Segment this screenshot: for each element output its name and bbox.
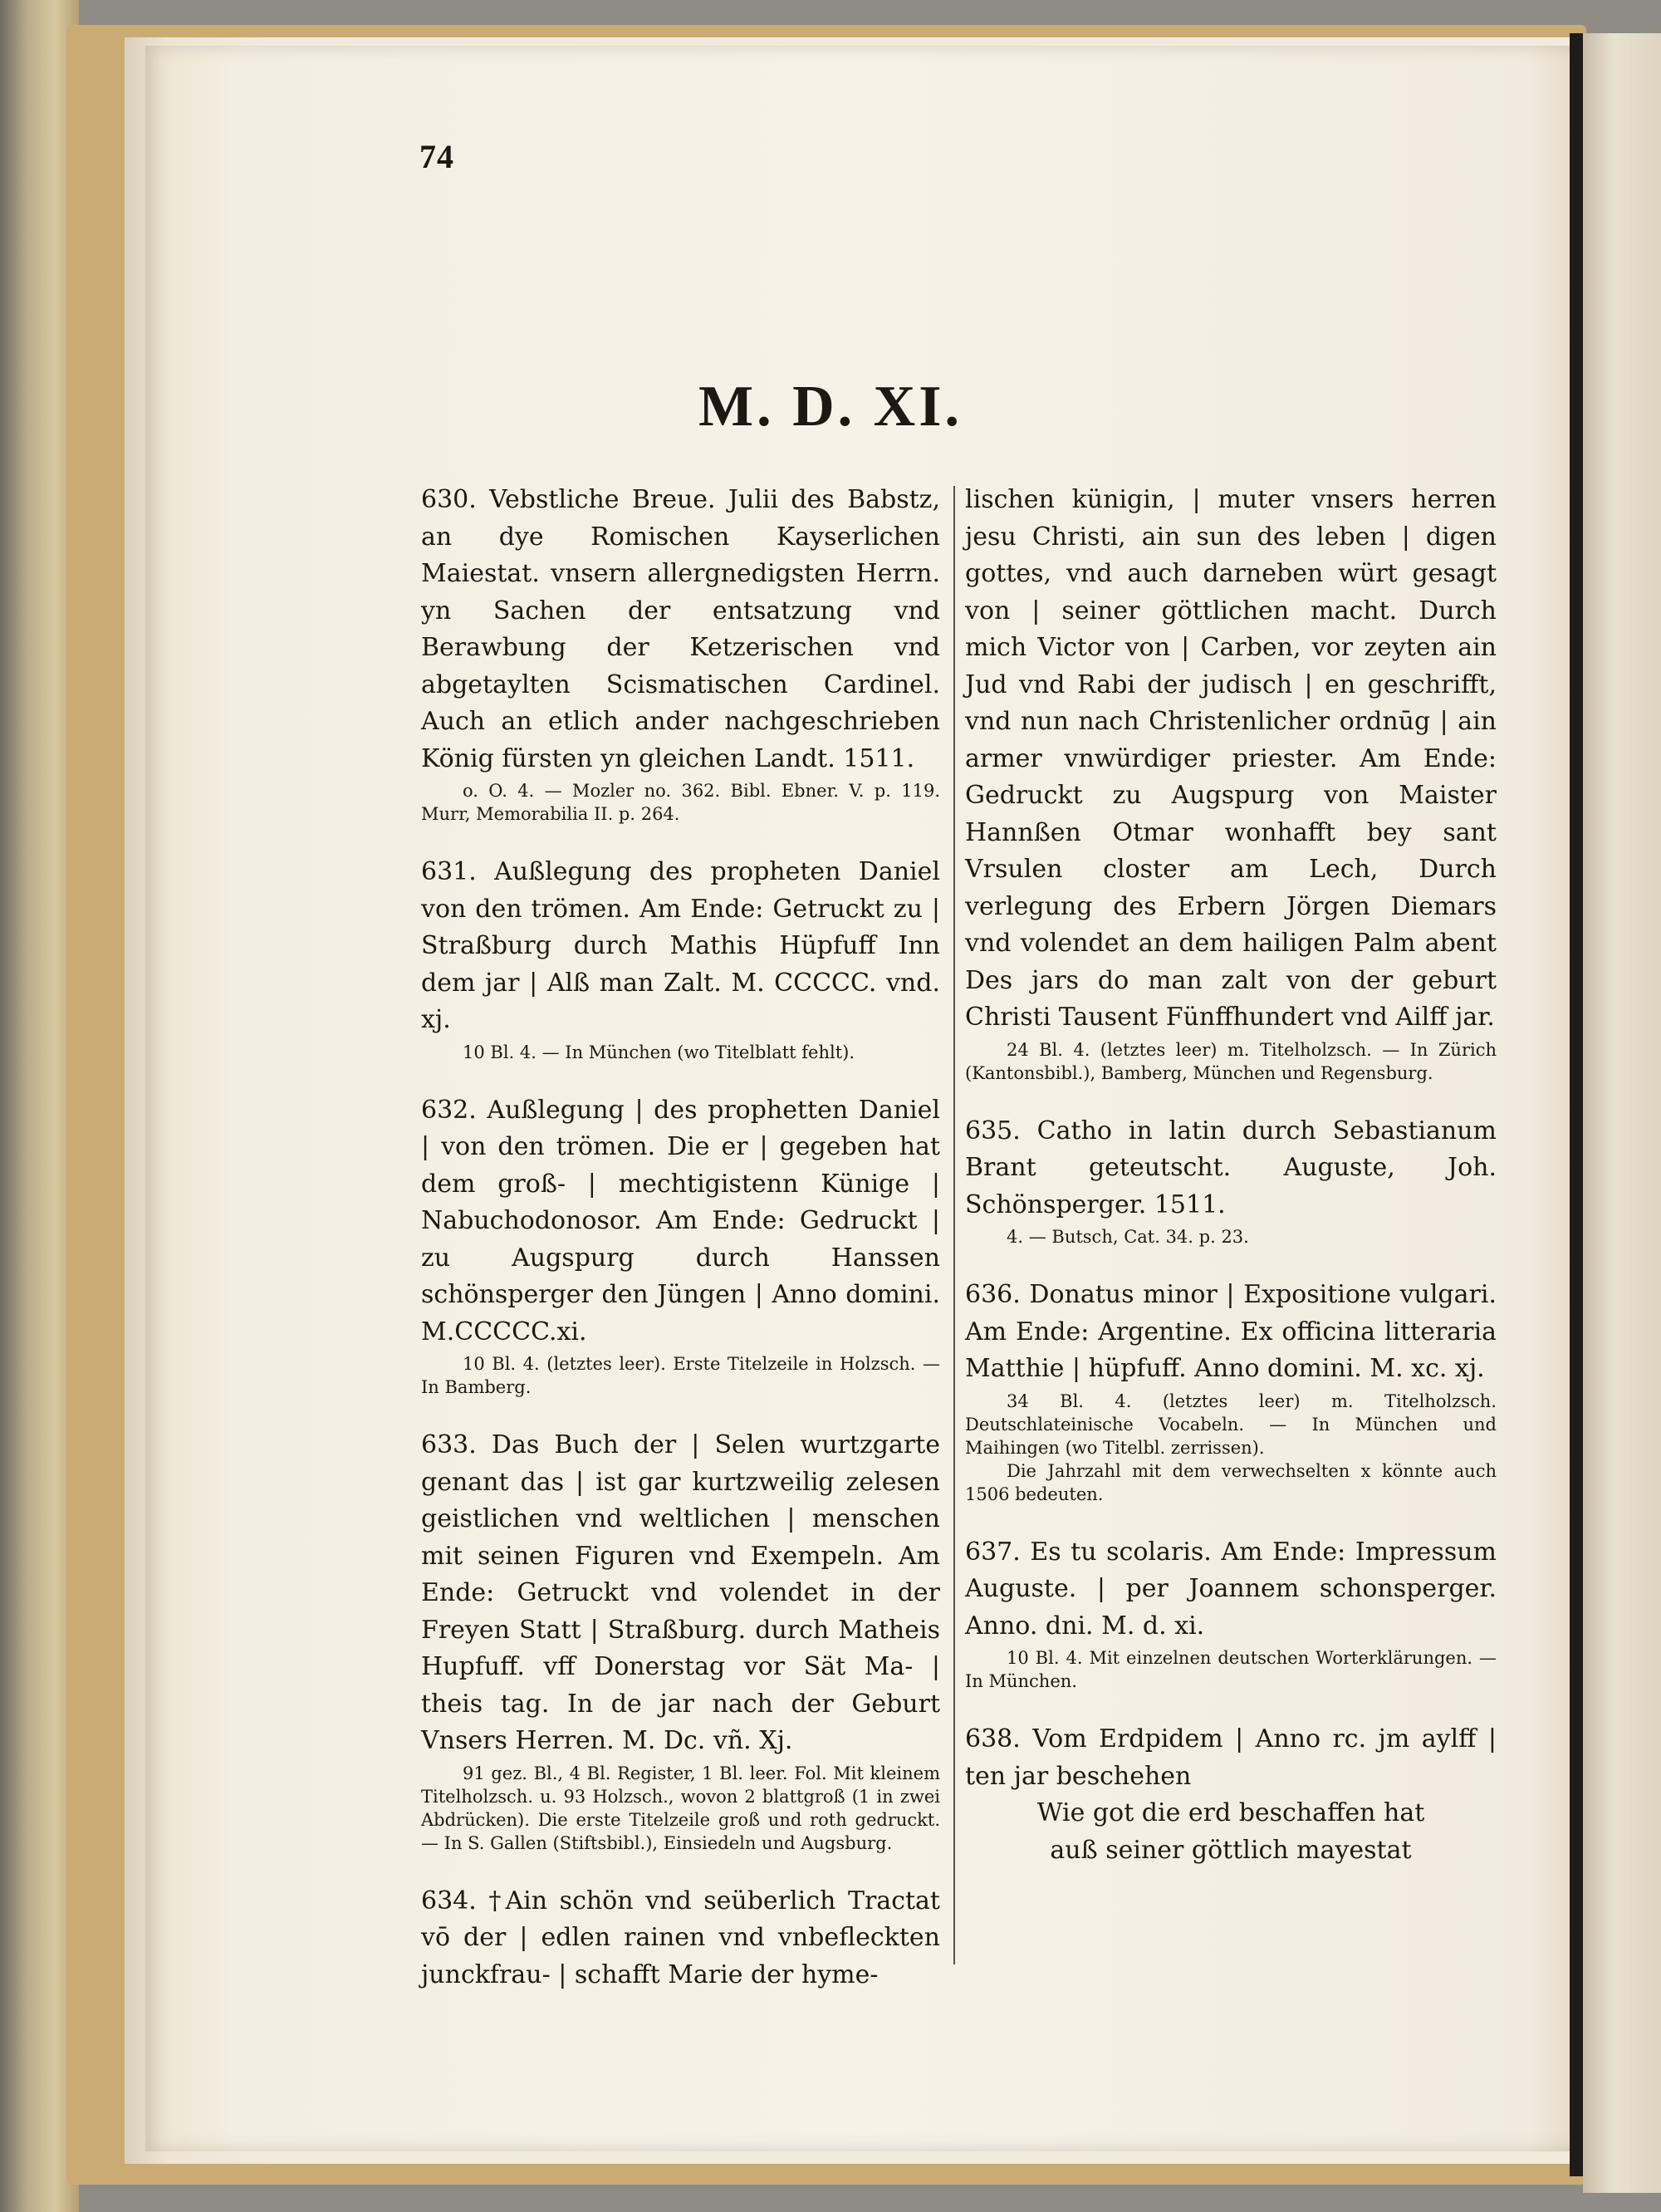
entry-note: 10 Bl. 4. — In München (wo Titelblatt fehlt). xyxy=(463,1042,855,1062)
entry-note: 91 gez. Bl., 4 Bl. Register, 1 Bl. leer. Fol. Mit kleinem Titelholzsch. u. 93 Holzsch., wovon 2 blattgroß (1 in zwei Abdrücken). Die erste Titelzeile groß und roth gedruckt. — In S. Gallen (Stiftsbibl.), Einsiedeln und Augsburg. xyxy=(421,1763,940,1853)
entry-note: 4. — Butsch, Cat. 34. p. 23. xyxy=(1007,1227,1249,1247)
entry-note: o. O. 4. — Mozler no. 362. Bibl. Ebner. V. p. 119. Murr, Memorabilia II. p. 264. xyxy=(421,781,940,824)
entry-636 xyxy=(965,1277,1497,1506)
entry-note: 10 Bl. 4. Mit einzelnen deutschen Worterklärungen. — In München. xyxy=(965,1648,1497,1691)
left-column xyxy=(421,482,940,2022)
entry-632 xyxy=(421,1092,940,1400)
entry-638 xyxy=(965,1721,1497,1869)
entry-note: 34 Bl. 4. (letztes leer) m. Titelholzsch. Deutschlateinische Vocabeln. — In München und Maihingen (wo Titelbl. zerrissen). xyxy=(965,1390,1497,1458)
entry-note: 10 Bl. 4. (letztes leer). Erste Titelzeile in Holzsch. — In Bamberg. xyxy=(421,1354,940,1397)
entry-text: lischen künigin, | muter vnsers herren jesu Christi, ain sun des leben | digen gottes, vnd auch darneben würt gesagt von | seiner göttlichen macht. Durch mich Victor von | Carben, vor zeyten ain Jud vnd Rabi der judisch | en geschrifft, vnd nun nach Christenlicher ordnūg | ain armer vnwürdiger priester. Am Ende: Gedruckt zu Augspurg von Maister Hannßen Otmar wonhafft bey sant Vrsulen closter am Lech, Durch verlegung des Erbern Jörgen Diemars vnd volendet an dem hailigen Palm abent Des jars do man zalt von der geburt Christi Tausent Fünffhundert vnd Ailff jar. xyxy=(965,485,1497,1032)
entry-635 xyxy=(965,1113,1497,1249)
column-divider xyxy=(953,486,955,1964)
entry-text: 636. Donatus minor | Expositione vulgari. Am Ende: Argentine. Ex officina litteraria Matthie | hüpfuff. Anno domini. M. xc. xj. xyxy=(965,1280,1497,1383)
entry-637 xyxy=(965,1534,1497,1694)
entry-note: 24 Bl. 4. (letztes leer) m. Titelholzsch. — In Zürich (Kantonsbibl.), Bamberg, München und Regensburg. xyxy=(965,1039,1497,1083)
entry-verse-line: auß seiner göttlich mayestat xyxy=(1050,1835,1412,1865)
entry-634-continued xyxy=(965,482,1497,1085)
entry-note-secondary: Die Jahrzahl mit dem verwechselten x könnte auch 1506 bedeuten. xyxy=(965,1460,1497,1504)
entry-text: 631. Außlegung des propheten Daniel von den trömen. Am Ende: Getruckt zu | Straßburg durch Mathis Hüpfuff Inn dem jar | Alß man Zalt. M. CCCCC. vnd. xj. xyxy=(421,857,940,1034)
right-column xyxy=(965,482,1497,1897)
entry-text: 633. Das Buch der | Selen wurtzgarte genant das | ist gar kurtzweilig zelesen geistlichen vnd weltlichen | menschen mit seinen Figuren vnd Exempeln. Am Ende: Getruckt vnd volendet in der Freyen Statt | Straßburg. durch Matheis Hupfuff. vff Donerstag vor Sät Ma- | theis tag. In de jar nach der Geburt Vnsers Herren. M. Dc. vñ. Xj. xyxy=(421,1430,940,1755)
page-heading: M. D. XI. xyxy=(698,375,963,439)
entry-633 xyxy=(421,1427,940,1855)
facing-page-edge xyxy=(1583,33,1661,2193)
entry-text: 630. Vebstliche Breue. Julii des Babstz, an dye Romischen Kayserlichen Maiestat. vnsern allergnedigsten Herrn. yn Sachen der entsatzung vnd Berawbung der Ketzerischen vnd abgetaylten Scismatischen Cardinel. Auch an etlich ander nachgeschrieben König fürsten yn gleichen Landt. 1511. xyxy=(421,485,940,773)
page-number: 74 xyxy=(419,138,454,175)
entry-630 xyxy=(421,482,940,826)
entry-text: 634. †Ain schön vnd seüberlich Tractat vō der | edlen rainen vnd vnbefleckten junckfrau- | schafft Marie der hyme- xyxy=(421,1886,940,1989)
entry-631 xyxy=(421,854,940,1064)
entry-634 xyxy=(421,1883,940,1994)
book-gutter xyxy=(1570,33,1583,2176)
entry-text: 635. Catho in latin durch Sebastianum Brant geteutscht. Auguste, Joh. Schönsperger. 1511. xyxy=(965,1116,1497,1219)
entry-text: 632. Außlegung | des prophetten Daniel | von den trömen. Die er | gegeben hat dem groß- | mechtigistenn Künige | Nabuchodonosor. Am Ende: Gedruckt | zu Augspurg durch Hanssen schönsperger den Jüngen | Anno domini. M.CCCCC.xi. xyxy=(421,1095,940,1346)
entry-text: 638. Vom Erdpidem | Anno rc. jm aylff | ten jar beschehen xyxy=(965,1724,1497,1791)
entry-text: 637. Es tu scolaris. Am Ende: Impressum Auguste. | per Joannem schonsperger. Anno. dni. M. d. xi. xyxy=(965,1537,1497,1641)
entry-verse-line: Wie got die erd beschaffen hat xyxy=(1036,1798,1425,1827)
